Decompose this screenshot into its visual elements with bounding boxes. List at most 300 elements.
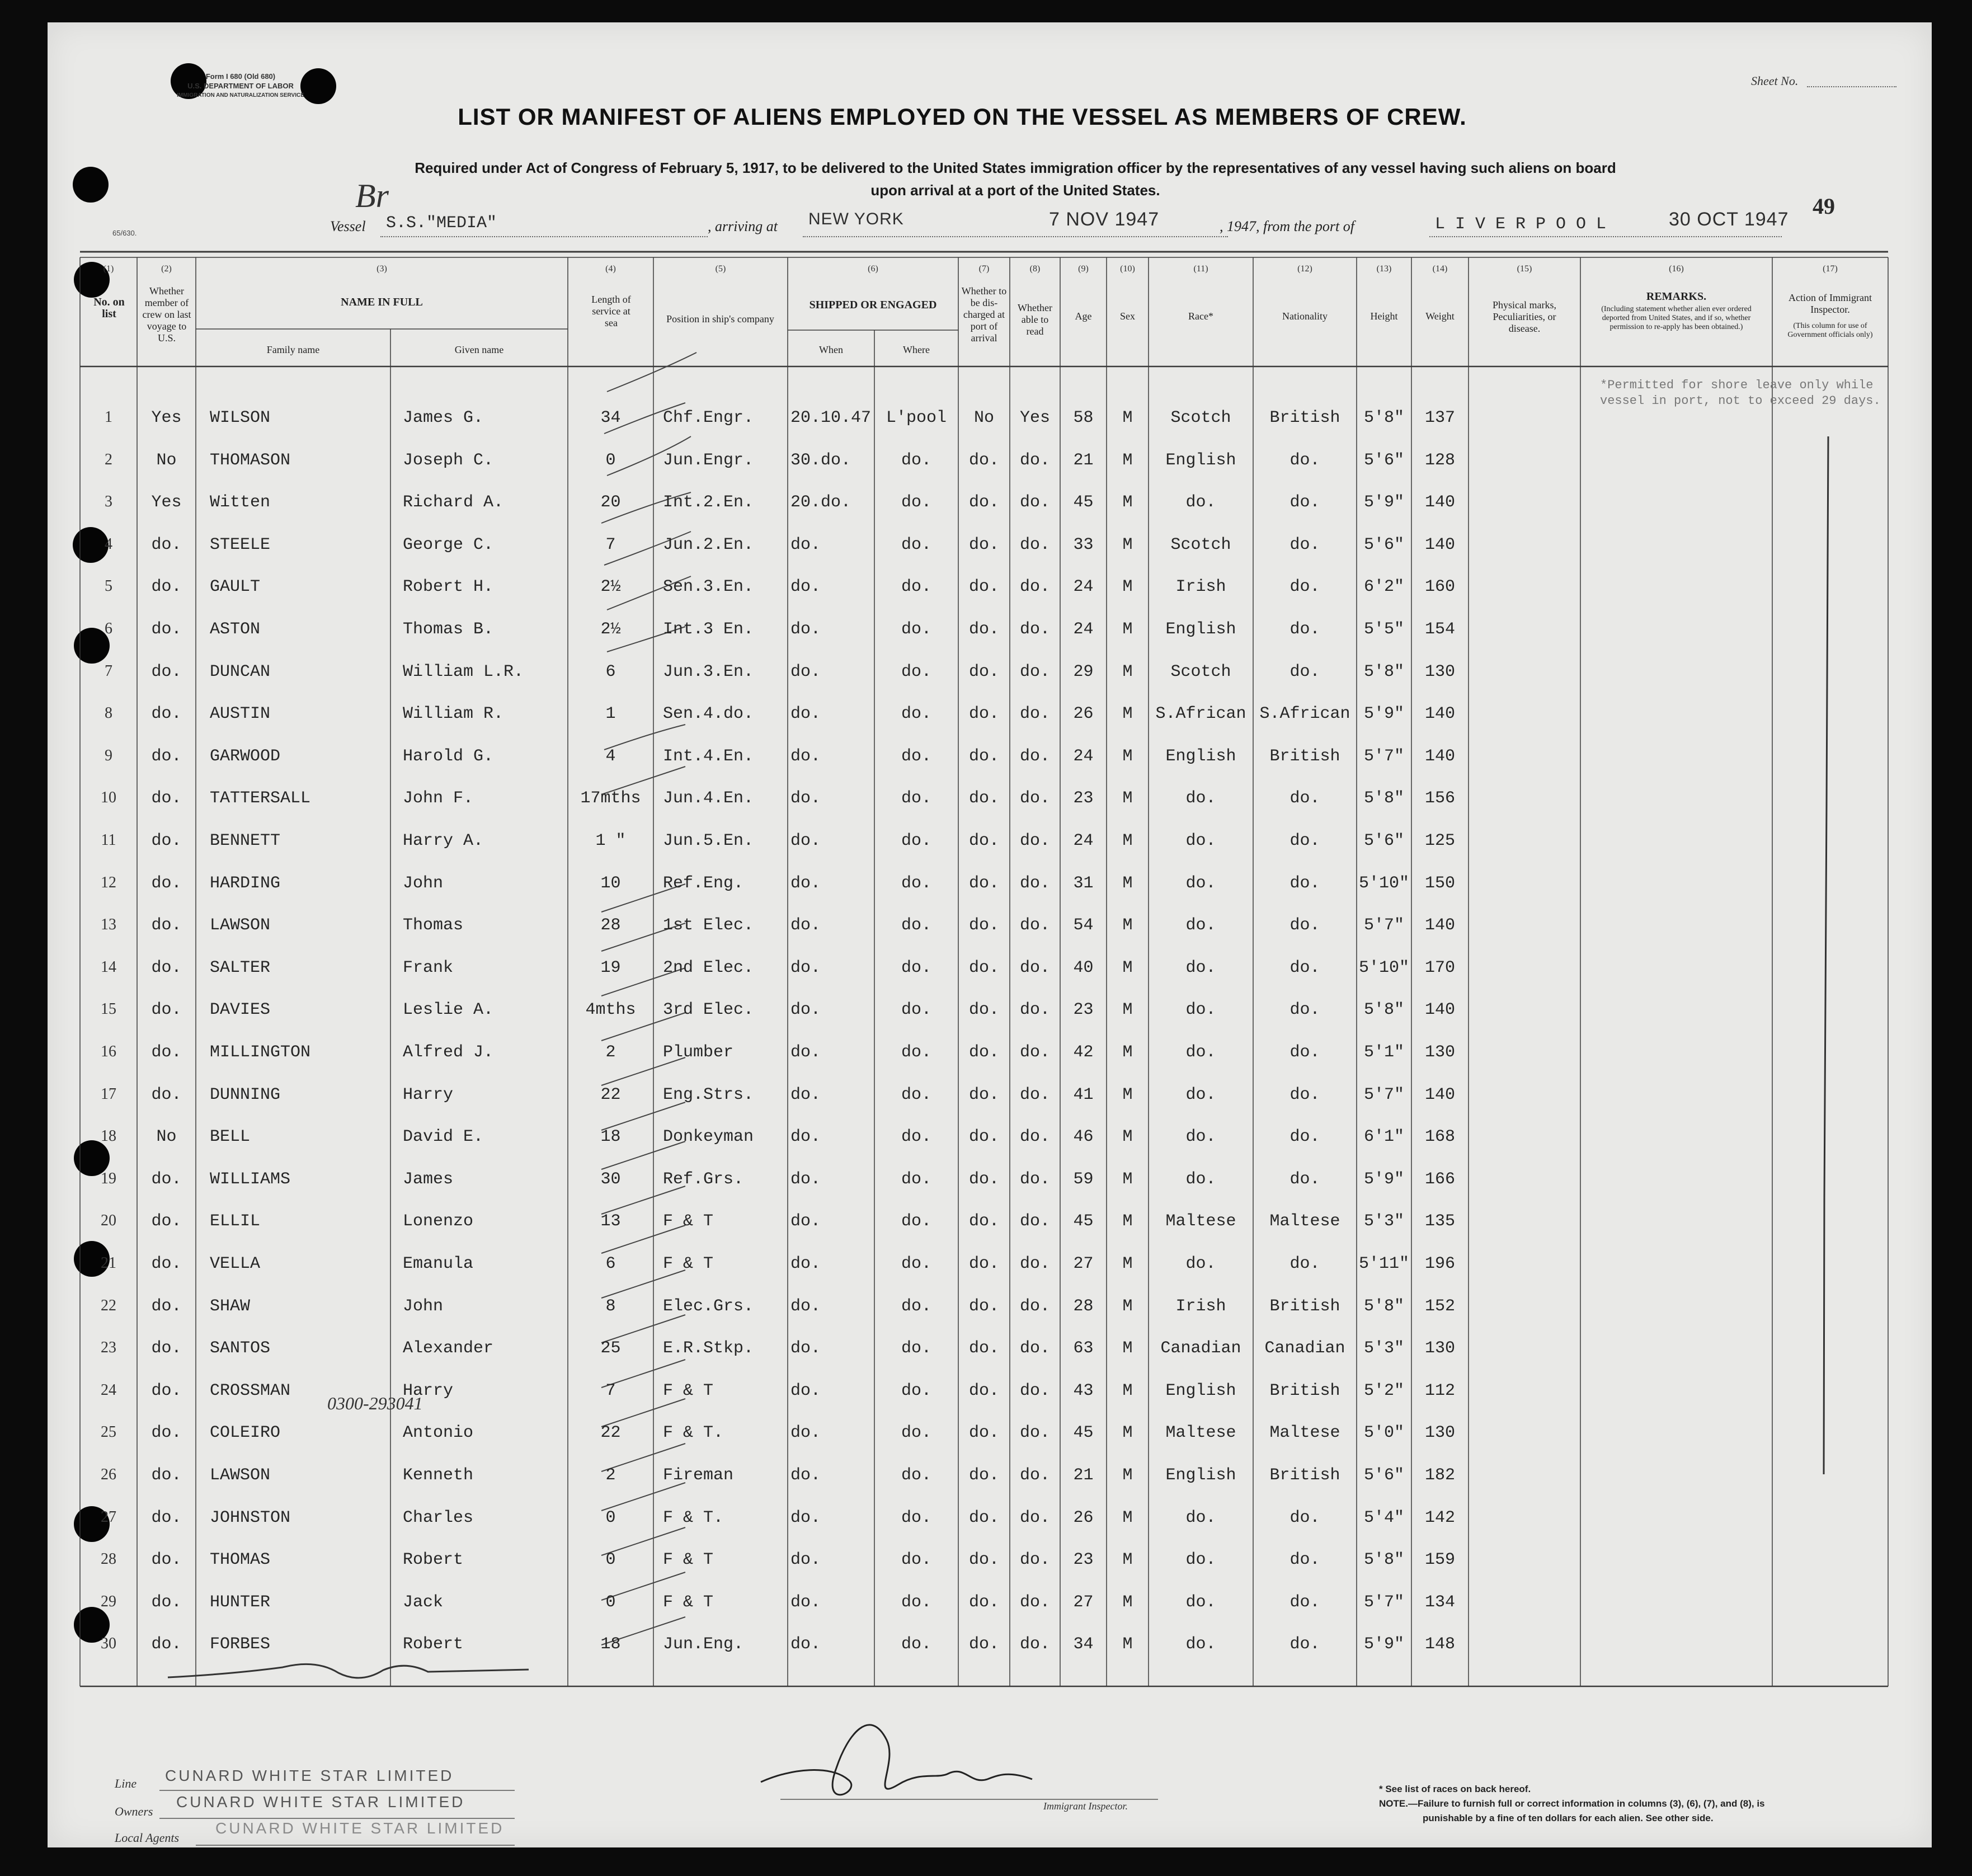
row-number: 25 — [101, 1423, 116, 1441]
cell-height: 5'6" — [1363, 450, 1404, 470]
cell-last: do. — [151, 662, 182, 681]
cell-height: 5'9" — [1363, 704, 1404, 724]
cell-height: 5'3" — [1363, 1339, 1404, 1358]
cell-where: do. — [901, 450, 931, 470]
cell-weight: 166 — [1424, 1169, 1455, 1189]
cell-when: do. — [790, 662, 821, 681]
cell-given: Joseph C. — [403, 450, 494, 470]
cell-given: Robert — [403, 1635, 464, 1654]
cell-disch: do. — [968, 662, 999, 681]
cell-when: do. — [790, 1423, 821, 1443]
cell-age: 24 — [1073, 577, 1094, 597]
cell-read: do. — [1019, 1550, 1050, 1570]
cell-family: LAWSON — [210, 916, 271, 935]
cell-where: do. — [901, 1085, 931, 1104]
cell-service: 22 — [600, 1085, 621, 1104]
cell-nat: do. — [1289, 450, 1320, 470]
cell-nat: do. — [1289, 1127, 1320, 1147]
cell-age: 42 — [1073, 1043, 1094, 1062]
cell-given: James — [403, 1169, 454, 1189]
cell-last: Yes — [151, 493, 182, 513]
cell-given: William R. — [403, 704, 504, 724]
cell-race: English — [1165, 450, 1236, 470]
cell-disch: do. — [968, 1635, 999, 1654]
cell-nat: do. — [1289, 620, 1320, 639]
cell-where: do. — [901, 1254, 931, 1273]
cell-sex: M — [1122, 1508, 1133, 1527]
cell-disch: do. — [968, 1169, 999, 1189]
cell-nat: British — [1269, 1466, 1340, 1485]
cell-last: do. — [151, 1254, 182, 1273]
cell-last: do. — [151, 1169, 182, 1189]
inspector-mark — [1824, 436, 1828, 1474]
col-13-num: (13) — [1376, 264, 1392, 274]
cell-read: do. — [1019, 1508, 1050, 1527]
cell-age: 45 — [1073, 1423, 1094, 1443]
cell-where: do. — [901, 1000, 931, 1020]
cell-where: L'pool — [886, 408, 947, 427]
cell-last: do. — [151, 746, 182, 766]
form-code: 65/630. — [112, 229, 137, 237]
cell-age: 59 — [1073, 1169, 1094, 1189]
required-line-1: Required under Act of Congress of February 5, 1917, to be delivered to the United States immigration officer by the representatives of any vessel having such aliens on board — [415, 159, 1616, 176]
cell-height: 5'9" — [1363, 493, 1404, 513]
col-9-num: (9) — [1078, 264, 1089, 274]
cell-sex: M — [1122, 1085, 1133, 1104]
cell-service: 28 — [600, 916, 621, 935]
from-port: L I V E R P O O L — [1435, 215, 1607, 234]
cell-height: 5'0" — [1363, 1423, 1404, 1443]
cell-when: do. — [790, 1508, 821, 1527]
cell-height: 5'1" — [1363, 1043, 1404, 1062]
cell-when: do. — [790, 873, 821, 893]
cell-disch: do. — [968, 1508, 999, 1527]
col-4-header: Length of service at sea — [591, 294, 631, 328]
cell-service: 2 — [605, 1466, 616, 1485]
cell-family: COLEIRO — [210, 1423, 281, 1443]
cell-sex: M — [1122, 1000, 1133, 1020]
cell-service: 19 — [600, 958, 621, 977]
cell-last: do. — [151, 958, 182, 977]
cell-read: do. — [1019, 789, 1050, 808]
end-of-list-squiggle — [168, 1664, 529, 1678]
cell-race: English — [1165, 746, 1236, 766]
cell-nat: S.African — [1259, 704, 1350, 724]
row-number: 5 — [105, 577, 112, 595]
cell-last: do. — [151, 620, 182, 639]
cell-weight: 135 — [1424, 1212, 1455, 1231]
row-number: 14 — [101, 958, 116, 976]
cell-family: GAULT — [210, 577, 261, 597]
cell-weight: 142 — [1424, 1508, 1455, 1527]
cell-age: 27 — [1073, 1592, 1094, 1612]
cell-position: Plumber — [663, 1043, 734, 1062]
line-label: Line — [115, 1776, 137, 1790]
cell-position: Jun.2.En. — [663, 535, 754, 554]
cell-family: DUNCAN — [210, 662, 271, 681]
col-12-num: (12) — [1297, 264, 1312, 274]
note-fine-1: NOTE.—Failure to furnish full or correct information in columns (3), (6), (7), and (8), is — [1379, 1798, 1765, 1809]
cell-weight: 112 — [1424, 1381, 1455, 1400]
cell-sex: M — [1122, 662, 1133, 681]
cell-race: Scotch — [1170, 535, 1231, 554]
col-7-header: Whether to be dis-charged at port of arrival — [961, 285, 1007, 344]
cell-position: Elec.Grs. — [663, 1296, 754, 1316]
cell-where: do. — [901, 746, 931, 766]
cell-nat: do. — [1289, 789, 1320, 808]
vessel-annotation: Br — [355, 177, 389, 214]
cell-disch: do. — [968, 958, 999, 977]
cell-service: 18 — [600, 1635, 621, 1654]
cell-given: James G. — [403, 408, 484, 427]
row-number: 20 — [101, 1212, 116, 1230]
cell-when: do. — [790, 789, 821, 808]
cell-age: 29 — [1073, 662, 1094, 681]
cell-family: BENNETT — [210, 831, 281, 850]
cell-age: 58 — [1073, 408, 1094, 427]
cell-given: John — [403, 1296, 444, 1316]
cell-height: 5'7" — [1363, 746, 1404, 766]
cell-position: Int.2.En. — [663, 493, 754, 513]
cell-where: do. — [901, 1423, 931, 1443]
cell-nat: do. — [1289, 577, 1320, 597]
cell-race: do. — [1185, 1592, 1216, 1612]
cell-height: 5'5" — [1363, 620, 1404, 639]
cell-race: Scotch — [1170, 662, 1231, 681]
col-5-num: (5) — [715, 264, 726, 274]
cell-disch: do. — [968, 873, 999, 893]
cell-disch: do. — [968, 1339, 999, 1358]
cell-race: do. — [1185, 1169, 1216, 1189]
cell-weight: 148 — [1424, 1635, 1455, 1654]
cell-age: 23 — [1073, 789, 1094, 808]
cell-weight: 130 — [1424, 1043, 1455, 1062]
cell-weight: 137 — [1424, 408, 1455, 427]
cell-given: Thomas B. — [403, 620, 494, 639]
form-header-block — [148, 72, 333, 100]
cell-disch: do. — [968, 493, 999, 513]
cell-last: do. — [151, 1635, 182, 1654]
cell-last: do. — [151, 1296, 182, 1316]
cell-race: English — [1165, 620, 1236, 639]
cell-read: do. — [1019, 1043, 1050, 1062]
cell-given: Alexander — [403, 1339, 494, 1358]
cell-sex: M — [1122, 746, 1133, 766]
cell-where: do. — [901, 620, 931, 639]
cell-nat: do. — [1289, 1635, 1320, 1654]
cell-race: do. — [1185, 1254, 1216, 1273]
cell-when: do. — [790, 1592, 821, 1612]
cell-read: do. — [1019, 1000, 1050, 1020]
cell-service: 4mths — [585, 1000, 636, 1020]
cell-where: do. — [901, 577, 931, 597]
cell-service: 2½ — [600, 577, 621, 597]
cell-nat: do. — [1289, 1550, 1320, 1570]
row-number: 10 — [101, 789, 116, 807]
cell-position: 2nd Elec. — [663, 958, 754, 977]
row-number: 23 — [101, 1339, 116, 1357]
cell-sex: M — [1122, 958, 1133, 977]
cell-last: do. — [151, 916, 182, 935]
row-number: 9 — [105, 746, 112, 764]
required-line-2: upon arrival at a port of the United States. — [870, 182, 1160, 199]
cell-service: 18 — [600, 1127, 621, 1147]
line-value: CUNARD WHITE STAR LIMITED — [165, 1767, 454, 1784]
col-14-header: Weight — [1425, 311, 1455, 322]
cell-family: SANTOS — [210, 1339, 271, 1358]
cell-nat: do. — [1289, 1043, 1320, 1062]
cell-last: do. — [151, 1381, 182, 1400]
cell-where: do. — [901, 662, 931, 681]
cell-family: THOMASON — [210, 450, 291, 470]
cell-disch: do. — [968, 1381, 999, 1400]
cell-last: do. — [151, 1550, 182, 1570]
cell-where: do. — [901, 493, 931, 513]
cell-last: do. — [151, 873, 182, 893]
cell-age: 21 — [1073, 1466, 1094, 1485]
cell-disch: No — [973, 408, 994, 427]
cell-where: do. — [901, 1043, 931, 1062]
cell-service: 1 — [605, 704, 616, 724]
note-fine-2: punishable by a fine of ten dollars for each alien. See other side. — [1423, 1813, 1714, 1823]
cell-nat: do. — [1289, 1000, 1320, 1020]
cell-where: do. — [901, 1212, 931, 1231]
col-3-header: NAME IN FULL — [341, 296, 423, 308]
cell-weight: 130 — [1424, 1339, 1455, 1358]
manifest-page — [48, 22, 1932, 1847]
cell-sex: M — [1122, 1169, 1133, 1189]
cell-last: do. — [151, 1592, 182, 1612]
col-9-header: Age — [1075, 311, 1092, 322]
col-7-num: (7) — [978, 264, 990, 274]
cell-race: do. — [1185, 1043, 1216, 1062]
cell-sex: M — [1122, 408, 1133, 427]
row-number: 17 — [101, 1085, 116, 1103]
cell-disch: do. — [968, 1296, 999, 1316]
cell-given: Leslie A. — [403, 1000, 494, 1020]
cell-when: do. — [790, 958, 821, 977]
cell-family: WILLIAMS — [210, 1169, 291, 1189]
cell-weight: 140 — [1424, 1000, 1455, 1020]
row-number: 2 — [105, 450, 112, 468]
cell-sex: M — [1122, 1212, 1133, 1231]
row-number: 24 — [101, 1381, 116, 1399]
cell-family: GARWOOD — [210, 746, 281, 766]
cell-nat: do. — [1289, 916, 1320, 935]
cell-given: Harry — [403, 1381, 454, 1400]
col-8-header: Whether able to read — [1018, 302, 1052, 337]
cell-weight: 159 — [1424, 1550, 1455, 1570]
cell-height: 5'2" — [1363, 1381, 1404, 1400]
col-11-header: Race* — [1188, 311, 1213, 322]
cell-race: do. — [1185, 1127, 1216, 1147]
cell-height: 6'1" — [1363, 1127, 1404, 1147]
cell-service: 2 — [605, 1043, 616, 1062]
service: IMMIGRATION AND NATURALIZATION SERVICE — [177, 92, 304, 98]
cell-race: do. — [1185, 493, 1216, 513]
cell-sex: M — [1122, 1043, 1133, 1062]
cell-nat: do. — [1289, 1592, 1320, 1612]
cell-disch: do. — [968, 1550, 999, 1570]
cell-read: do. — [1019, 450, 1050, 470]
cell-given: Emanula — [403, 1254, 474, 1273]
cell-weight: 160 — [1424, 577, 1455, 597]
col-3-given: Given name — [454, 344, 504, 355]
cell-family: FORBES — [210, 1635, 271, 1654]
col-6-header: SHIPPED OR ENGAGED — [809, 299, 937, 311]
row-number: 6 — [105, 620, 112, 637]
cell-when: do. — [790, 704, 821, 724]
cell-nat: do. — [1289, 873, 1320, 893]
cell-where: do. — [901, 704, 931, 724]
col-6-where: Where — [903, 344, 930, 355]
page-title: LIST OR MANIFEST OF ALIENS EMPLOYED ON THE VESSEL AS MEMBERS OF CREW. — [458, 104, 1467, 130]
arriving-label: , arriving at — [708, 218, 778, 234]
cell-weight: 170 — [1424, 958, 1455, 977]
cell-race: do. — [1185, 1000, 1216, 1020]
cell-where: do. — [901, 1169, 931, 1189]
cell-sex: M — [1122, 916, 1133, 935]
cell-position: F & T — [663, 1254, 714, 1273]
cell-position: Jun.5.En. — [663, 831, 754, 850]
cell-position: Ref.Grs. — [663, 1169, 744, 1189]
cell-family: DAVIES — [210, 1000, 271, 1020]
cell-sex: M — [1122, 1127, 1133, 1147]
col-13-header: Height — [1370, 311, 1398, 322]
cell-position: Int.3 En. — [663, 620, 754, 639]
cell-weight: 130 — [1424, 1423, 1455, 1443]
cell-read: do. — [1019, 704, 1050, 724]
row-number: 30 — [101, 1635, 116, 1653]
cell-height: 5'9" — [1363, 1169, 1404, 1189]
cell-height: 5'6" — [1363, 1466, 1404, 1485]
cell-service: 0 — [605, 1550, 616, 1570]
cell-race: Irish — [1175, 577, 1226, 597]
departure-date-stamp: 30 OCT 1947 — [1669, 209, 1789, 230]
cell-position: 3rd Elec. — [663, 1000, 754, 1020]
cell-last: No — [156, 450, 177, 470]
cell-race: do. — [1185, 873, 1216, 893]
cell-disch: do. — [968, 577, 999, 597]
col-10-header: Sex — [1120, 311, 1135, 322]
cell-where: do. — [901, 916, 931, 935]
cell-position: Ref.Eng. — [663, 873, 744, 893]
cell-weight: 140 — [1424, 493, 1455, 513]
cell-when: do. — [790, 1212, 821, 1231]
cell-when: do. — [790, 620, 821, 639]
cell-where: do. — [901, 1592, 931, 1612]
cell-family: AUSTIN — [210, 704, 271, 724]
cell-where: do. — [901, 1635, 931, 1654]
cell-given: Harry — [403, 1085, 454, 1104]
col-15-num: (15) — [1517, 264, 1532, 274]
cell-weight: 125 — [1424, 831, 1455, 850]
cell-service: 30 — [600, 1169, 621, 1189]
col-16-header: REMARKS. — [1646, 290, 1707, 303]
cell-family: VELLA — [210, 1254, 261, 1273]
col-5-header: Position in ship's company — [666, 313, 774, 325]
col-3-family: Family name — [266, 344, 320, 355]
cell-sex: M — [1122, 1254, 1133, 1273]
cell-read: do. — [1019, 1254, 1050, 1273]
cell-given: Harold G. — [403, 746, 494, 766]
cell-last: do. — [151, 1043, 182, 1062]
cell-given: Robert — [403, 1550, 464, 1570]
row-number: 12 — [101, 873, 116, 891]
cell-last: do. — [151, 704, 182, 724]
cell-last: do. — [151, 1466, 182, 1485]
cell-where: do. — [901, 1127, 931, 1147]
cell-nat: British — [1269, 746, 1340, 766]
cell-service: 13 — [600, 1212, 621, 1231]
cell-when: 20.do. — [790, 493, 851, 513]
cell-where: do. — [901, 1296, 931, 1316]
cell-race: Canadian — [1160, 1339, 1241, 1358]
cell-age: 24 — [1073, 831, 1094, 850]
cell-service: 2½ — [600, 620, 621, 639]
col-15-header: Physical marks, Peculiarities, or disease. — [1493, 299, 1556, 334]
cell-service: 4 — [605, 746, 616, 766]
cell-race: do. — [1185, 789, 1216, 808]
row-number: 7 — [105, 662, 112, 680]
cell-age: 28 — [1073, 1296, 1094, 1316]
cell-height: 5'8" — [1363, 1296, 1404, 1316]
cell-height: 5'10" — [1358, 873, 1409, 893]
vessel-name: S.S."MEDIA" — [386, 214, 497, 233]
cell-read: do. — [1019, 1381, 1050, 1400]
note-races: * See list of races on back hereof. — [1379, 1784, 1531, 1794]
cell-disch: do. — [968, 1254, 999, 1273]
col-11-num: (11) — [1193, 264, 1208, 274]
cell-service: 7 — [605, 535, 616, 554]
cell-disch: do. — [968, 1085, 999, 1104]
cell-sex: M — [1122, 831, 1133, 850]
cell-when: do. — [790, 1381, 821, 1400]
cell-position: E.R.Stkp. — [663, 1339, 754, 1358]
cell-disch: do. — [968, 916, 999, 935]
cell-sex: M — [1122, 493, 1133, 513]
cell-sex: M — [1122, 1339, 1133, 1358]
cell-disch: do. — [968, 1043, 999, 1062]
cell-sex: M — [1122, 620, 1133, 639]
cell-nat: British — [1269, 1381, 1340, 1400]
cell-read: do. — [1019, 746, 1050, 766]
cell-given: Thomas — [403, 916, 464, 935]
cell-family: Witten — [210, 493, 271, 513]
cell-read: do. — [1019, 958, 1050, 977]
cell-age: 34 — [1073, 1635, 1094, 1654]
cell-position: Chf.Engr. — [663, 408, 754, 427]
cell-read: do. — [1019, 1423, 1050, 1443]
cell-service: 20 — [600, 493, 621, 513]
cell-position: Jun.Engr. — [663, 450, 754, 470]
cell-race: English — [1165, 1381, 1236, 1400]
department: U.S. DEPARTMENT OF LABOR — [187, 82, 294, 90]
cell-service: 10 — [600, 873, 621, 893]
cell-given: John — [403, 873, 444, 893]
cell-nat: do. — [1289, 493, 1320, 513]
cell-weight: 140 — [1424, 916, 1455, 935]
cell-weight: 140 — [1424, 535, 1455, 554]
cell-read: do. — [1019, 1339, 1050, 1358]
cell-when: do. — [790, 1296, 821, 1316]
handwritten-number: 0300-293041 — [327, 1393, 423, 1413]
punch-hole — [73, 167, 109, 203]
cell-age: 24 — [1073, 620, 1094, 639]
cell-position: F & T — [663, 1381, 714, 1400]
cell-family: CROSSMAN — [210, 1381, 291, 1400]
cell-family: SHAW — [210, 1296, 251, 1316]
